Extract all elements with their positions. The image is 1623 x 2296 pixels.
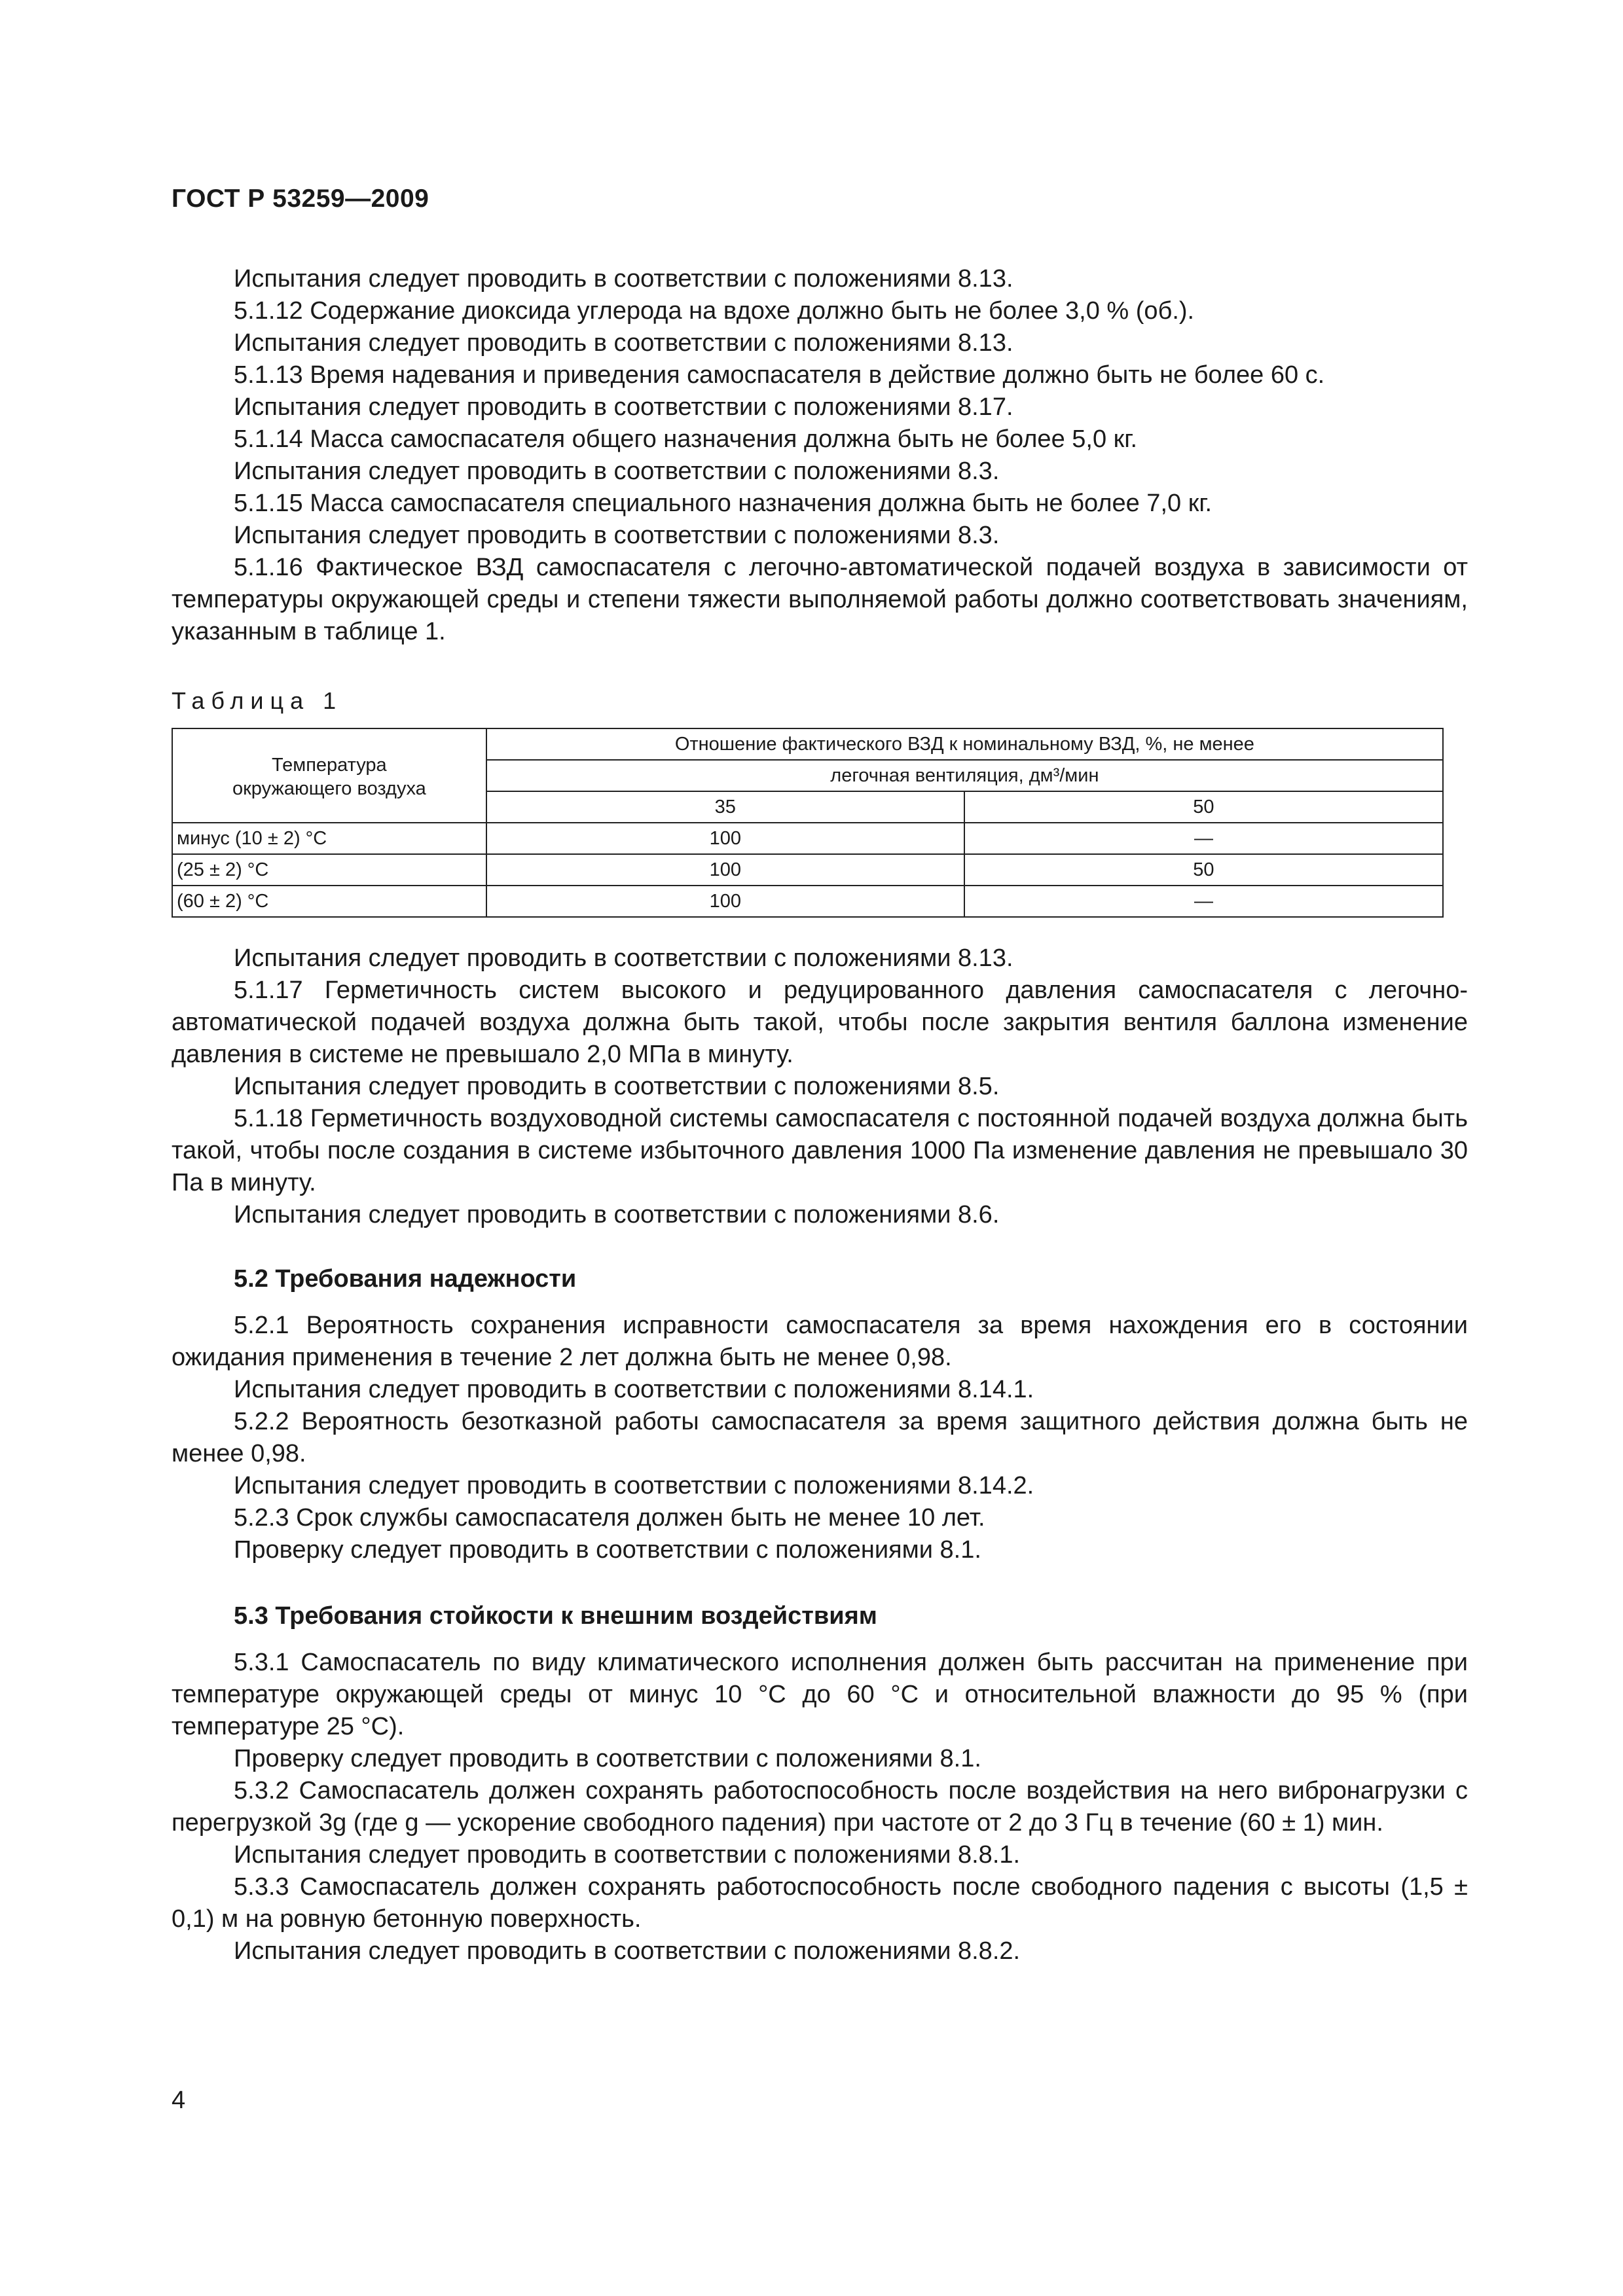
paragraph: Испытания следует проводить в соответствии с положениями 8.13.: [234, 944, 1013, 972]
table-row: [172, 886, 1443, 917]
table-1: [172, 728, 1444, 918]
paragraph: Испытания следует проводить в соответствии с положениями 8.8.2.: [234, 1937, 1021, 1965]
text-block-5-1-17: [172, 942, 1468, 1231]
paragraph: 5.2.2 Вероятность безотказной работы самоспасателя за время защитного действия должна быть не менее 0,98.: [172, 1408, 1468, 1467]
section-5-2: [172, 1263, 1468, 1566]
paragraph: 5.1.13 Время надевания и приведения самоспасателя в действие должно быть не более 60 с.: [234, 361, 1325, 389]
cell-50: 50: [964, 854, 1443, 886]
paragraph: 5.3.2 Самоспасатель должен сохранять работоспособность после воздействия на него вибронагрузки с перегрузкой 3g (где g — ускорение свободного падения) при частоте от 2 до 3 Гц в течение (60 ± 1) мин.: [172, 1777, 1468, 1837]
table-row: [172, 854, 1443, 886]
table-row: [172, 823, 1443, 854]
paragraph: Проверку следует проводить в соответствии с положениями 8.1.: [234, 1745, 981, 1772]
cell-35: 100: [486, 854, 964, 886]
paragraph: 5.1.15 Масса самоспасателя специального назначения должна быть не более 7,0 кг.: [234, 490, 1213, 517]
header-col-50: 50: [964, 791, 1443, 823]
table-caption: Таблица 1: [172, 687, 343, 714]
paragraph: Испытания следует проводить в соответствии с положениями 8.14.1.: [234, 1376, 1034, 1403]
paragraph: Испытания следует проводить в соответствии с положениями 8.8.1.: [234, 1841, 1021, 1869]
paragraph: Испытания следует проводить в соответствии с положениями 8.13.: [234, 329, 1013, 357]
cell-50: —: [964, 823, 1443, 854]
paragraph: 5.2.3 Срок службы самоспасателя должен быть не менее 10 лет.: [234, 1504, 985, 1532]
paragraph: 5.3.3 Самоспасатель должен сохранять работоспособность после свободного падения с высоты (1,5 ± 0,1) м на ровную бетонную поверхность.: [172, 1873, 1468, 1933]
cell-35: 100: [486, 886, 964, 917]
paragraph: 5.1.17 Герметичность систем высокого и редуцированного давления самоспасателя с легочно-автоматической подачей воздуха должна быть такой, чтобы после закрытия вентиля баллона изменение давления в системе не превышало 2,0 МПа в минуту.: [172, 977, 1468, 1068]
paragraph: Испытания следует проводить в соответствии с положениями 8.17.: [234, 393, 1013, 421]
section-heading: 5.2 Требования надежности: [234, 1265, 577, 1293]
document-header: ГОСТ Р 53259—2009: [172, 185, 429, 213]
paragraph: Испытания следует проводить в соответствии с положениями 8.3.: [234, 457, 1000, 485]
cell-temp: минус (10 ± 2) °С: [172, 823, 486, 854]
paragraph: 5.1.12 Содержание диоксида углерода на вдохе должно быть не более 3,0 % (об.).: [234, 297, 1195, 325]
text-block-5-1: [172, 263, 1468, 648]
paragraph: Испытания следует проводить в соответствии с положениями 8.3.: [234, 522, 1000, 549]
paragraph: Испытания следует проводить в соответствии с положениями 8.5.: [234, 1073, 1000, 1100]
header-temperature: Температура окружающего воздуха: [172, 728, 486, 823]
header-col-35: 35: [486, 791, 964, 823]
cell-temp: (60 ± 2) °С: [172, 886, 486, 917]
cell-temp: (25 ± 2) °С: [172, 854, 486, 886]
cell-35: 100: [486, 823, 964, 854]
paragraph: Испытания следует проводить в соответствии с положениями 8.14.2.: [234, 1472, 1034, 1499]
paragraph: 5.1.16 Фактическое ВЗД самоспасателя с легочно-автоматической подачей воздуха в зависимости от температуры окружающей среды и степени тяжести выполняемой работы должно соответствовать значениям, указанным в таблице 1.: [172, 554, 1468, 645]
paragraph: 5.1.14 Масса самоспасателя общего назначения должна быть не более 5,0 кг.: [234, 425, 1138, 453]
section-heading: 5.3 Требования стойкости к внешним воздействиям: [234, 1602, 877, 1630]
paragraph: Проверку следует проводить в соответствии с положениями 8.1.: [234, 1536, 981, 1564]
paragraph: 5.2.1 Вероятность сохранения исправности самоспасателя за время нахождения его в состоянии ожидания применения в течение 2 лет должна быть не менее 0,98.: [172, 1312, 1468, 1371]
paragraph: Испытания следует проводить в соответствии с положениями 8.13.: [234, 265, 1013, 293]
paragraph: Испытания следует проводить в соответствии с положениями 8.6.: [234, 1201, 1000, 1229]
header-ratio: Отношение фактического ВЗД к номинальному ВЗД, %, не менее: [486, 728, 1443, 760]
paragraph: 5.1.18 Герметичность воздуховодной системы самоспасателя с постоянной подачей воздуха должна быть такой, чтобы после создания в системе избыточного давления 1000 Па изменение давления не превышало 30 Па в минуту.: [172, 1105, 1468, 1196]
paragraph: 5.3.1 Самоспасатель по виду климатического исполнения должен быть рассчитан на применение при температуре окружающей среды от минус 10 °С до 60 °С и относительной влажности до 95 % (при температуре 25 °С).: [172, 1649, 1468, 1740]
cell-50: —: [964, 886, 1443, 917]
header-ventilation: легочная вентиляция, дм³/мин: [486, 760, 1443, 791]
page-number: 4: [172, 2087, 186, 2114]
section-5-3: [172, 1600, 1468, 1967]
